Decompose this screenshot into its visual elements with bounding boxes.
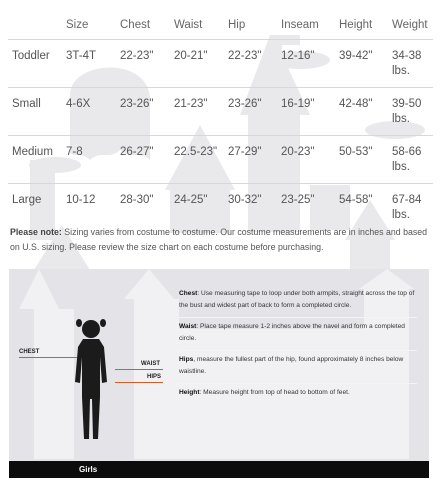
table-cell: 4-6X: [62, 88, 116, 136]
table-cell: 23-25": [281, 194, 315, 206]
instruction-term: Hips: [179, 356, 194, 363]
instruction-text: : Use measuring tape to loop under both armpits, straight across the top of the bust and widest part of back to form a completed circle.: [179, 290, 415, 309]
table-row: [8, 136, 433, 184]
table-cell: 30-32": [228, 194, 262, 206]
table-header: Waist: [170, 10, 224, 40]
table-cell: 54-58": [339, 194, 373, 206]
table-cell: 7-8: [62, 136, 116, 184]
table-cell: 12-16": [277, 40, 335, 88]
table-cell: 16-19": [277, 88, 335, 136]
chest-label: CHEST: [19, 349, 40, 355]
table-cell: 27-29": [224, 136, 277, 184]
waist-indicator-line: [115, 369, 163, 370]
note-text: Sizing varies from costume to costume. Our costume measurements are in inches and based on U.S. sizing. Please review the size chart on each costume before purchasing.: [10, 227, 428, 252]
table-cell: 22-23": [224, 40, 277, 88]
table-row: [8, 40, 433, 88]
table-cell: 58-66 lbs.: [388, 136, 433, 184]
measurement-chart: [9, 269, 429, 478]
instruction-height: [179, 384, 417, 405]
table-header: Size: [62, 10, 116, 40]
table-header: Weight: [388, 10, 433, 40]
table-cell: 34-38 lbs.: [388, 40, 433, 88]
sizing-note: [10, 225, 430, 255]
instruction-term: Height: [179, 389, 200, 396]
instruction-term: Chest: [179, 290, 198, 297]
girls-label: Girls: [79, 465, 98, 474]
instruction-text: , measure the fullest part of the hip, found approximately 8 inches below waistline.: [179, 356, 404, 375]
girl-silhouette-icon: [71, 317, 111, 442]
table-cell: Large: [12, 194, 42, 206]
table-header: [8, 10, 62, 40]
table-cell: 3T-4T: [62, 40, 116, 88]
table-cell: Toddler: [8, 40, 62, 88]
table-cell: 26-27": [116, 136, 170, 184]
measurement-instructions: [179, 285, 417, 405]
table-cell: 24-25": [174, 194, 208, 206]
table-header: Inseam: [277, 10, 335, 40]
table-cell: 21-23": [170, 88, 224, 136]
table-cell: 23-26": [224, 88, 277, 136]
table-cell: 20-21": [170, 40, 224, 88]
table-cell: 22-23": [116, 40, 170, 88]
table-header: Hip: [224, 10, 277, 40]
table-cell: 28-30": [120, 194, 154, 206]
table-cell: Medium: [8, 136, 62, 184]
chest-indicator-line: [19, 357, 77, 358]
hips-label: HIPS: [147, 374, 162, 380]
size-table-header-row: [8, 10, 433, 40]
table-cell: Small: [8, 88, 62, 136]
instruction-term: Waist: [179, 323, 197, 330]
note-label: Please note:: [10, 227, 62, 237]
table-cell: 50-53": [335, 136, 388, 184]
table-cell: 39-50 lbs.: [388, 88, 433, 136]
table-header: Chest: [116, 10, 170, 40]
table-header: Height: [335, 10, 388, 40]
table-cell: 67-84 lbs.: [392, 194, 422, 221]
table-cell: 20-23": [277, 136, 335, 184]
table-cell: 39-42": [335, 40, 388, 88]
girls-footer-bar: [9, 461, 429, 478]
hips-indicator-line: [115, 382, 163, 383]
table-cell: 42-48": [335, 88, 388, 136]
table-cell: 10-12: [66, 194, 96, 206]
table-cell: 23-26": [116, 88, 170, 136]
table-cell: 22.5-23": [170, 136, 224, 184]
size-chart-table: [8, 10, 433, 231]
instruction-chest: [179, 285, 417, 318]
instruction-waist: [179, 318, 417, 351]
table-row: [8, 88, 433, 136]
table-row: [8, 184, 433, 232]
waist-label: WAIST: [141, 361, 160, 367]
instruction-text: : Measure height from top of head to bottom of feet.: [199, 389, 350, 396]
instruction-hips: [179, 351, 417, 384]
instruction-text: : Place tape measure 1-2 inches above the navel and form a completed circle.: [179, 323, 405, 342]
